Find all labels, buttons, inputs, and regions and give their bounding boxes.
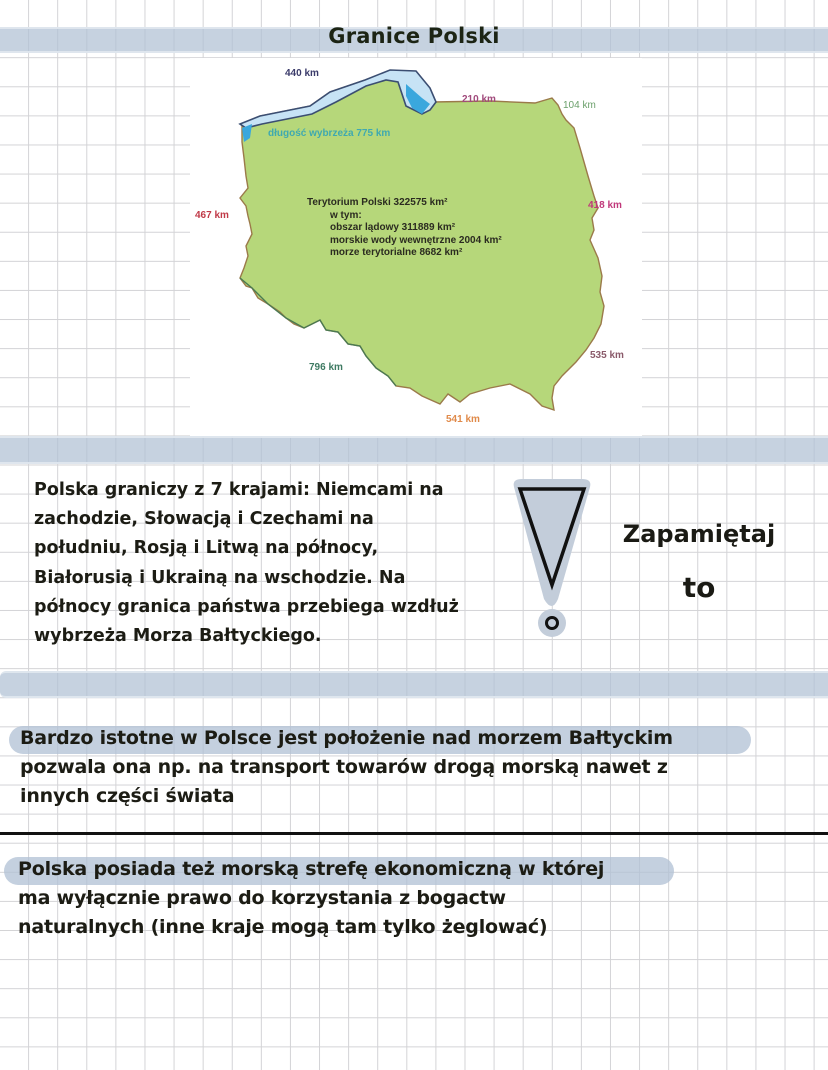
text-line: Białorusią i Ukrainą na wschodzie. Na xyxy=(34,567,406,588)
territory-sea: morze terytorialne 8682 km² xyxy=(330,247,463,258)
borders-paragraph xyxy=(34,476,459,651)
text-line: północy granica państwa przebiega wzdłuż xyxy=(34,596,459,617)
text-line: Polska posiada też morską strefę ekonomiczną w której xyxy=(18,858,605,880)
label-czechia-796: 796 km xyxy=(309,362,343,373)
text-line: południu, Rosją i Litwą na północy, xyxy=(34,538,379,559)
label-germany-467: 467 km xyxy=(195,210,229,221)
territory-total: Terytorium Polski 322575 km² xyxy=(307,197,448,208)
text-line: pozwala ona np. na transport towarów drogą morską nawet z xyxy=(20,756,668,779)
economic-zone-paragraph xyxy=(18,855,604,943)
label-lithuania-104: 104 km xyxy=(563,100,596,111)
exclamation-icon xyxy=(506,473,596,647)
section-divider-band-2 xyxy=(0,671,828,698)
baltic-paragraph xyxy=(20,724,673,812)
text-line: naturalnych (inne kraje mogą tam tylko żeglować) xyxy=(18,916,548,939)
text-line: innych części świata xyxy=(20,785,235,808)
text-line: wybrzeża Morza Bałtyckiego. xyxy=(34,626,322,647)
poland-borders-map xyxy=(190,58,642,436)
territory-land: obszar lądowy 311889 km² xyxy=(330,222,456,233)
horizontal-rule xyxy=(0,832,828,835)
label-slovakia-541: 541 km xyxy=(446,414,480,425)
remember-note xyxy=(614,505,784,617)
remember-line-1: Zapamiętaj xyxy=(622,520,776,548)
text-line: Polska graniczy z 7 krajami: Niemcami na xyxy=(34,480,444,500)
label-russia-210: 210 km xyxy=(462,94,496,105)
section-divider-band xyxy=(0,436,828,464)
label-ukraine-535: 535 km xyxy=(590,350,624,361)
label-coastline-775: długość wybrzeża 775 km xyxy=(268,128,391,139)
page-title: Granice Polski xyxy=(328,24,500,48)
territory-inner-waters: morskie wody wewnętrzne 2004 km² xyxy=(330,234,502,246)
label-belarus-418: 418 km xyxy=(588,200,622,211)
remember-line-2: to xyxy=(682,571,716,604)
territory-info xyxy=(307,197,502,260)
text-line: Bardzo istotne w Polsce jest położenie nad morzem Bałtyckim xyxy=(20,727,673,749)
label-coast-440: 440 km xyxy=(285,68,319,79)
territory-including: w tym: xyxy=(330,209,362,221)
text-line: ma wyłącznie prawo do korzystania z bogactw xyxy=(18,887,506,910)
text-line: zachodzie, Słowacją i Czechami na xyxy=(34,509,374,530)
